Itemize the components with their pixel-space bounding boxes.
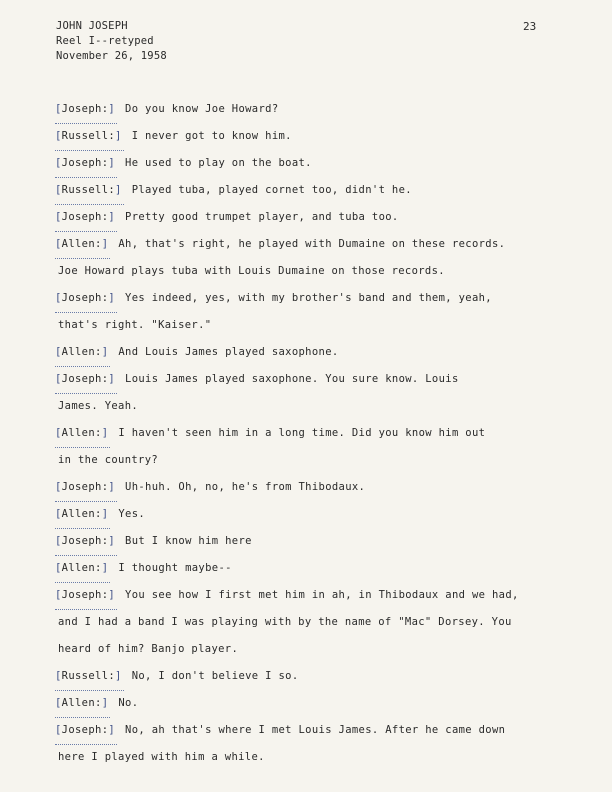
line-text: Do you know Joe Howard? — [125, 103, 279, 115]
transcript-line — [55, 582, 570, 609]
transcript-line — [55, 258, 570, 285]
transcript-line — [55, 474, 570, 501]
line-text: Played tuba, played cornet too, didn't he. — [131, 184, 412, 196]
document-header — [56, 19, 167, 64]
transcript-line — [55, 420, 570, 447]
transcript-line — [55, 312, 570, 339]
reel-label: Reel I--retyped — [56, 35, 154, 47]
line-text: Louis James played saxophone. You sure know. Louis — [125, 373, 459, 385]
transcript-line — [55, 366, 570, 393]
transcript-line — [55, 555, 570, 582]
speaker-label: [Allen:] — [55, 690, 110, 718]
speaker-name: Joseph: — [61, 211, 109, 223]
line-text: and I had a band I was playing with by the name of "Mac" Dorsey. You — [58, 616, 512, 628]
speaker-label: [Allen:] — [55, 339, 110, 367]
speaker-label: [Allen:] — [55, 420, 110, 448]
line-text: I never got to know him. — [131, 130, 292, 142]
transcript-line — [55, 744, 570, 771]
speaker-label: [Joseph:] — [55, 582, 117, 610]
line-text: No, ah that's where I met Louis James. After he came down — [125, 724, 506, 736]
transcript-line — [55, 150, 570, 177]
speaker-name: Joseph: — [61, 373, 109, 385]
line-text: Yes indeed, yes, with my brother's band and them, yeah, — [125, 292, 492, 304]
transcript-line — [55, 501, 570, 528]
speaker-label: [Russell:] — [55, 123, 124, 151]
interview-date: November 26, 1958 — [56, 50, 167, 62]
speaker-name: Joseph: — [61, 589, 109, 601]
speaker-label: [Joseph:] — [55, 96, 117, 124]
line-text: He used to play on the boat. — [125, 157, 312, 169]
line-text: that's right. "Kaiser." — [58, 319, 212, 331]
interviewee-name: JOHN JOSEPH — [56, 20, 128, 32]
speaker-label: [Joseph:] — [55, 366, 117, 394]
transcript-line — [55, 528, 570, 555]
transcript-line — [55, 609, 570, 636]
line-text: Ah, that's right, he played with Dumaine on these records. — [118, 238, 506, 250]
speaker-name: Russell: — [61, 130, 116, 142]
line-text: No. — [118, 697, 139, 709]
transcript-line — [55, 123, 570, 150]
transcript-line — [55, 690, 570, 717]
speaker-name: Allen: — [61, 562, 102, 574]
line-text: You see how I first met him in ah, in Thibodaux and we had, — [125, 589, 519, 601]
line-text: here I played with him a while. — [58, 751, 265, 763]
speaker-name: Joseph: — [61, 103, 109, 115]
speaker-name: Joseph: — [61, 535, 109, 547]
speaker-label: [Joseph:] — [55, 528, 117, 556]
line-text: I haven't seen him in a long time. Did you know him out — [118, 427, 486, 439]
transcript-line — [55, 285, 570, 312]
line-text: No, I don't believe I so. — [131, 670, 299, 682]
speaker-name: Allen: — [61, 508, 102, 520]
line-text: And Louis James played saxophone. — [118, 346, 339, 358]
speaker-name: Allen: — [61, 346, 102, 358]
transcript-line — [55, 339, 570, 366]
speaker-label: [Russell:] — [55, 177, 124, 205]
transcript-line — [55, 663, 570, 690]
speaker-label: [Allen:] — [55, 555, 110, 583]
line-text: I thought maybe-- — [118, 562, 232, 574]
speaker-name: Joseph: — [61, 157, 109, 169]
speaker-name: Russell: — [61, 670, 116, 682]
speaker-name: Allen: — [61, 427, 102, 439]
speaker-label: [Joseph:] — [55, 204, 117, 232]
transcript-line — [55, 393, 570, 420]
line-text: But I know him here — [125, 535, 252, 547]
transcript-line — [55, 717, 570, 744]
line-text: James. Yeah. — [58, 400, 139, 412]
speaker-name: Joseph: — [61, 481, 109, 493]
page-number: 23 — [523, 20, 537, 33]
transcript-line — [55, 447, 570, 474]
transcript-line — [55, 204, 570, 231]
line-text: Uh-huh. Oh, no, he's from Thibodaux. — [125, 481, 366, 493]
speaker-name: Allen: — [61, 238, 102, 250]
transcript-line — [55, 96, 570, 123]
speaker-name: Russell: — [61, 184, 116, 196]
speaker-label: [Joseph:] — [55, 717, 117, 745]
speaker-name: Joseph: — [61, 724, 109, 736]
speaker-label: [Joseph:] — [55, 285, 117, 313]
speaker-label: [Joseph:] — [55, 474, 117, 502]
line-text: Joe Howard plays tuba with Louis Dumaine on those records. — [58, 265, 445, 277]
speaker-name: Allen: — [61, 697, 102, 709]
transcript-line — [55, 177, 570, 204]
speaker-label: [Joseph:] — [55, 150, 117, 178]
transcript-line — [55, 636, 570, 663]
speaker-label: [Russell:] — [55, 663, 124, 691]
line-text: in the country? — [58, 454, 159, 466]
line-text: Pretty good trumpet player, and tuba too. — [125, 211, 399, 223]
transcript-line — [55, 231, 570, 258]
transcript-body — [55, 96, 570, 771]
speaker-label: [Allen:] — [55, 501, 110, 529]
speaker-name: Joseph: — [61, 292, 109, 304]
line-text: Yes. — [118, 508, 146, 520]
line-text: heard of him? Banjo player. — [58, 643, 239, 655]
speaker-label: [Allen:] — [55, 231, 110, 259]
